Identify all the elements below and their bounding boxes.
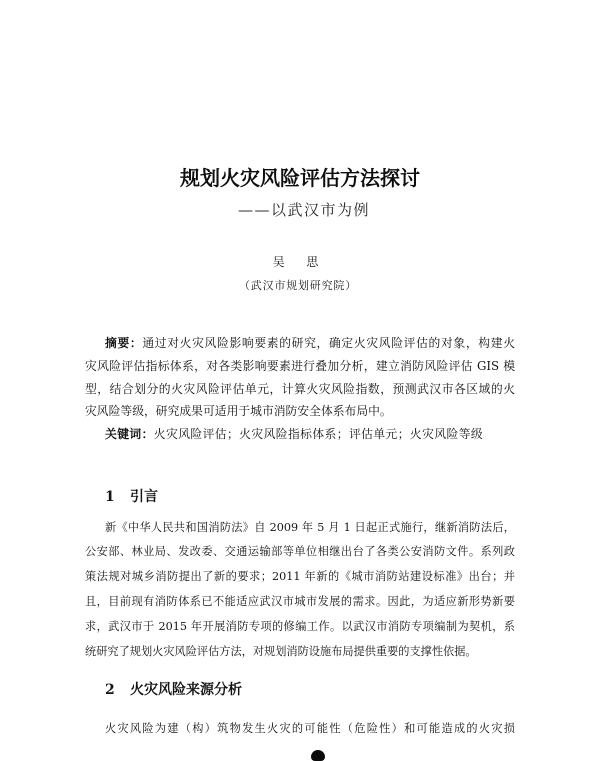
paper-title: 规划火灾风险评估方法探讨 (180, 166, 420, 190)
paper-subtitle: ——以武汉市为例 (237, 201, 370, 219)
section-title: 火灾风险来源分析 (130, 682, 242, 698)
section-heading (105, 681, 515, 699)
section-paragraph (85, 717, 515, 742)
section-title: 引言 (130, 489, 158, 505)
section-paragraph (85, 516, 515, 665)
section-number: 1 (105, 489, 115, 505)
abstract-line: 灾风险评估指标体系，对各类影响要素进行叠加分析，建立消防风险评估 GIS 模 (85, 358, 515, 373)
keywords-text: 火灾风险评估；火灾风险指标体系；评估单元；火灾风险等级 (153, 427, 484, 441)
section-heading (105, 488, 515, 506)
keywords-line (105, 423, 515, 445)
author-affiliation: （武汉市规划研究院） (239, 279, 357, 292)
paragraph-line: 且，目前现有消防体系已不能适应武汉市城市发展的需求。因此，为适应新形势新要 (85, 595, 515, 609)
abstract-label: 摘要： (105, 336, 143, 350)
abstract-line-text: 通过对火灾风险影响要素的研究，确定火灾风险评估的对象，构建火 (142, 336, 515, 350)
keywords-label: 关键词： (105, 427, 154, 441)
author-name: 吴 思 (272, 255, 328, 269)
paragraph-line: 火灾风险为建（构）筑物发生火灾的可能性（危险性）和可能造成的火灾损 (105, 721, 515, 735)
abstract-block (85, 332, 515, 423)
section-number: 2 (105, 682, 115, 698)
paragraph-line: 新《中华人民共和国消防法》自 2009 年 5 月 1 日起正式施行，继新消防法后， (105, 520, 515, 534)
scan-artifact-mark (311, 750, 325, 761)
abstract-line (85, 332, 515, 355)
paragraph-line: 求，武汉市于 2015 年开展消防专项的修编工作。以武汉市消防专项编制为契机，系 (85, 620, 515, 634)
paragraph-line: 策法规对城乡消防提出了新的要求；2011 年新的《城市消防站建设标准》出台；并 (85, 570, 515, 584)
abstract-line: 型，结合划分的火灾风险评估单元，计算火灾风险指数，预测武汉市各区域的火 (85, 381, 515, 396)
abstract-line: 灾风险等级，研究成果可适用于城市消防安全体系布局中。 (85, 404, 392, 419)
paragraph-line: 统研究了规划火灾风险评估方法，对规划消防设施布局提供重要的支撑性依据。 (85, 644, 477, 658)
paragraph-line: 公安部、林业局、发改委、交通运输部等单位相继出台了各类公安消防文件。系列政 (85, 545, 515, 559)
